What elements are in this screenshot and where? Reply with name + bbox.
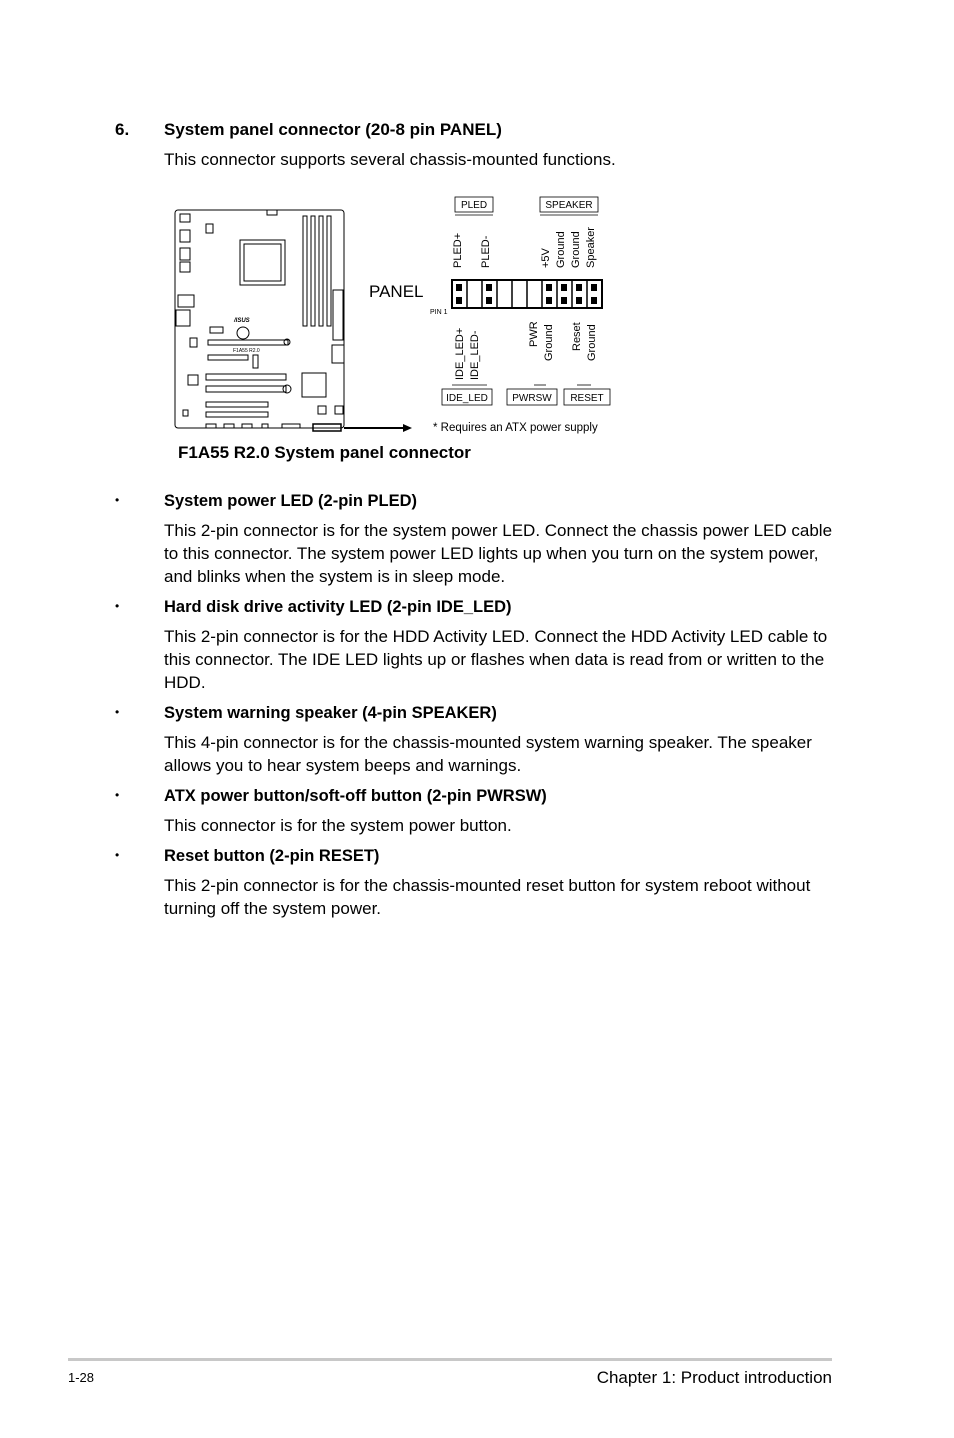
section-number: 6. <box>115 120 130 139</box>
speaker-group-label: SPEAKER <box>545 200 593 211</box>
section-description: This connector supports several chassis-mounted functions. <box>164 150 616 169</box>
pin-label-pwr: PWR <box>528 321 540 347</box>
panel-connector-diagram <box>150 190 630 440</box>
chapter-title: Chapter 1: Product introduction <box>596 1368 832 1387</box>
list-item <box>115 845 835 920</box>
panel-label: PANEL <box>369 282 424 301</box>
bullet-text: This 2-pin connector is for the chassis-mounted reset button for system reboot without turning off the system power. <box>164 876 811 918</box>
bullet-heading: ATX power button/soft-off button (2-pin PWRSW) <box>164 787 547 805</box>
pin-label-speaker: Speaker <box>585 227 597 268</box>
bullet-text: This connector is for the system power button. <box>164 816 512 835</box>
bullet-heading: System power LED (2-pin PLED) <box>164 492 418 510</box>
figure-caption: F1A55 R2.0 System panel connector <box>178 443 471 462</box>
page-number: 1-28 <box>68 1370 95 1385</box>
pin-label-pled-plus: PLED+ <box>452 232 464 268</box>
footer-divider <box>68 1358 832 1361</box>
pwrsw-group-label: PWRSW <box>512 393 552 404</box>
pled-group-label: PLED <box>460 200 488 211</box>
reset-group-label: RESET <box>570 393 604 404</box>
bullet-heading: System warning speaker (4-pin SPEAKER) <box>164 704 497 722</box>
ide-led-group-label: IDE_LED <box>446 393 488 404</box>
pin-label-ide-led-minus: IDE_LED- <box>469 330 481 380</box>
list-item <box>115 785 835 837</box>
brand-logo: /ISUS <box>234 318 250 324</box>
pin-label-ide-led-plus: IDE_LED+ <box>454 327 466 380</box>
pin-label-ground-1: Ground <box>555 231 567 268</box>
section-title: System panel connector (20-8 pin PANEL) <box>164 120 502 139</box>
pin-label-ground-4: Ground <box>586 324 598 361</box>
bullet-icon: • <box>115 599 120 613</box>
bullet-icon: • <box>115 493 120 507</box>
pin1-label: PIN 1 <box>430 309 448 316</box>
bullet-icon: • <box>115 848 120 862</box>
pin-label-5v: +5V <box>540 248 552 268</box>
bullet-text: This 2-pin connector is for the HDD Activity LED. Connect the HDD Activity LED cable to this connector. The IDE LED lights up or flashes when data is read from or written to the HDD. <box>164 627 828 692</box>
bullet-text: This 2-pin connector is for the system power LED. Connect the chassis power LED cable to this connector. The system power LED lights up when you turn on the system power, and blinks when the system is in sleep mode. <box>164 521 833 586</box>
bullet-list <box>115 490 835 928</box>
list-item <box>115 596 835 694</box>
bullet-heading: Hard disk drive activity LED (2-pin IDE_LED) <box>164 598 512 616</box>
list-item <box>115 490 835 588</box>
pin-label-ground-3: Ground <box>543 324 555 361</box>
pointer-arrowhead <box>403 424 412 432</box>
motherboard-illustration <box>175 210 344 431</box>
bullet-icon: • <box>115 788 120 802</box>
bullet-text: This 4-pin connector is for the chassis-mounted system warning speaker. The speaker allows you to hear system beeps and warnings. <box>164 733 812 775</box>
bullet-heading: Reset button (2-pin RESET) <box>164 847 380 865</box>
board-model-label: F1A55 R2.0 <box>233 348 260 354</box>
bullet-icon: • <box>115 705 120 719</box>
connector-pin-columns <box>467 280 587 308</box>
list-item <box>115 702 835 777</box>
pin-label-reset: Reset <box>571 322 583 351</box>
atx-note: * Requires an ATX power supply <box>433 422 598 434</box>
pin-label-ground-2: Ground <box>570 231 582 268</box>
pin-label-pled-minus: PLED- <box>480 235 492 268</box>
